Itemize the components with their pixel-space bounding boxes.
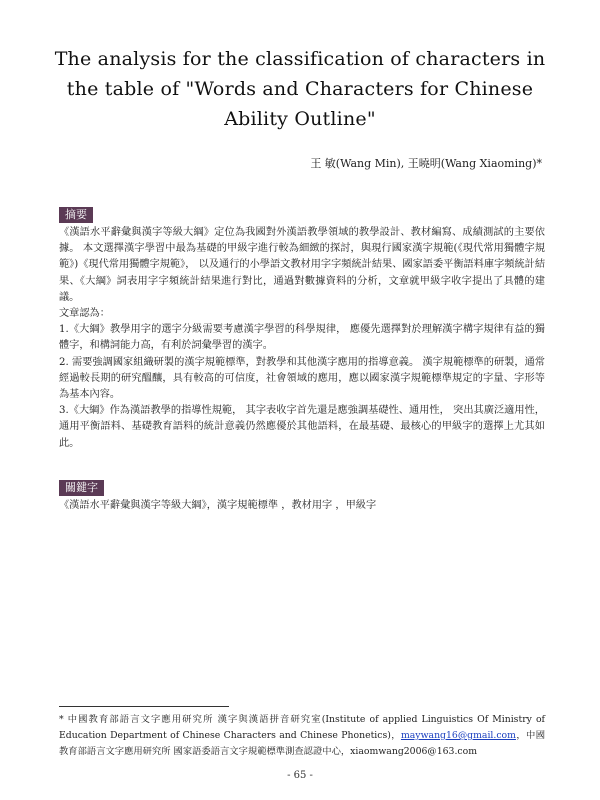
abstract-label: 摘要: [59, 207, 93, 223]
abstract-body: [59, 225, 545, 452]
abstract-paragraph: 1.《大綱》教學用字的選字分級需要考慮漢字學習的科學規律， 應優先選擇對於理解漢字構字規律有益的獨體字，和構詞能力高，有利於詞彙學習的漢字。: [59, 324, 545, 352]
footnote: [59, 712, 545, 760]
abstract-paragraph: 《漢語水平辭彙與漢字等級大綱》定位為我國對外漢語教學領域的教學設計、教材編寫、成績測試的主要依據。 本文選擇漢字學習中最為基礎的甲級字進行較為細緻的探討，與現行國家漢字規範(《現代常用獨體字規範》)《現代常用獨體字規範》， 以及通行的小學語文教材用字字頻統計結果、國家語委平衡語料庫字頻統計結果、《大綱》詞表用字字頻統計結果進行對比，通過對數據資料的分析，文章就甲級字收字提出了具體的建議。: [59, 227, 546, 303]
email-link[interactable]: maywang16@gmail.com: [400, 730, 516, 741]
keywords-text: 《漢語水平辭彙與漢字等級大綱》，漢字規範標準 ，教材用字 ，甲級字: [59, 500, 377, 511]
abstract-paragraph: 文章認為：: [59, 308, 110, 320]
footnote-affiliation: * 中國教育部語言文字應用研究所 漢字與漢語拼音研究室(Institute of applied Linguistics Of Ministry of Education Department of Chinese Characters and Chinese Phonetics)，: [59, 714, 545, 741]
abstract-paragraph: 2. 需要強調國家組織研製的漢字規範標準，對教學和其他漢字應用的指導意義。 漢字規範標準的研製，通常經過較長期的研究醞釀，具有較高的可信度，社會領域的應用，應以國家漢字規範標準規定的字量、字形等為基本內容。: [59, 356, 545, 401]
abstract-paragraph: 3.《大綱》作為漢語教學的指導性規範， 其字表收字首先還是應強調基礎性、通用性， 突出其廣泛適用性，通用平衡語料、基礎教育語料的統計意義仍然應優於其他語料，在最基礎、最核心的甲級字的選擇上尤其如此。: [59, 405, 545, 449]
keywords-label: 關鍵字: [59, 480, 104, 496]
footnote-divider: [59, 706, 229, 707]
footnote-affiliation-2: ，中國教育部語言文字應用研究所 國家語委語言文字規範標準測查認證中心，xiaomwang2006@163.com: [59, 730, 545, 757]
paper-title: The analysis for the classification of characters in the table of "Words and Characters for Chinese Ability Outline": [54, 48, 546, 130]
page-number: - 65 -: [287, 770, 313, 781]
author-line: 王 敏(Wang Min), 王曉明(Wang Xiaoming)*: [310, 157, 542, 170]
